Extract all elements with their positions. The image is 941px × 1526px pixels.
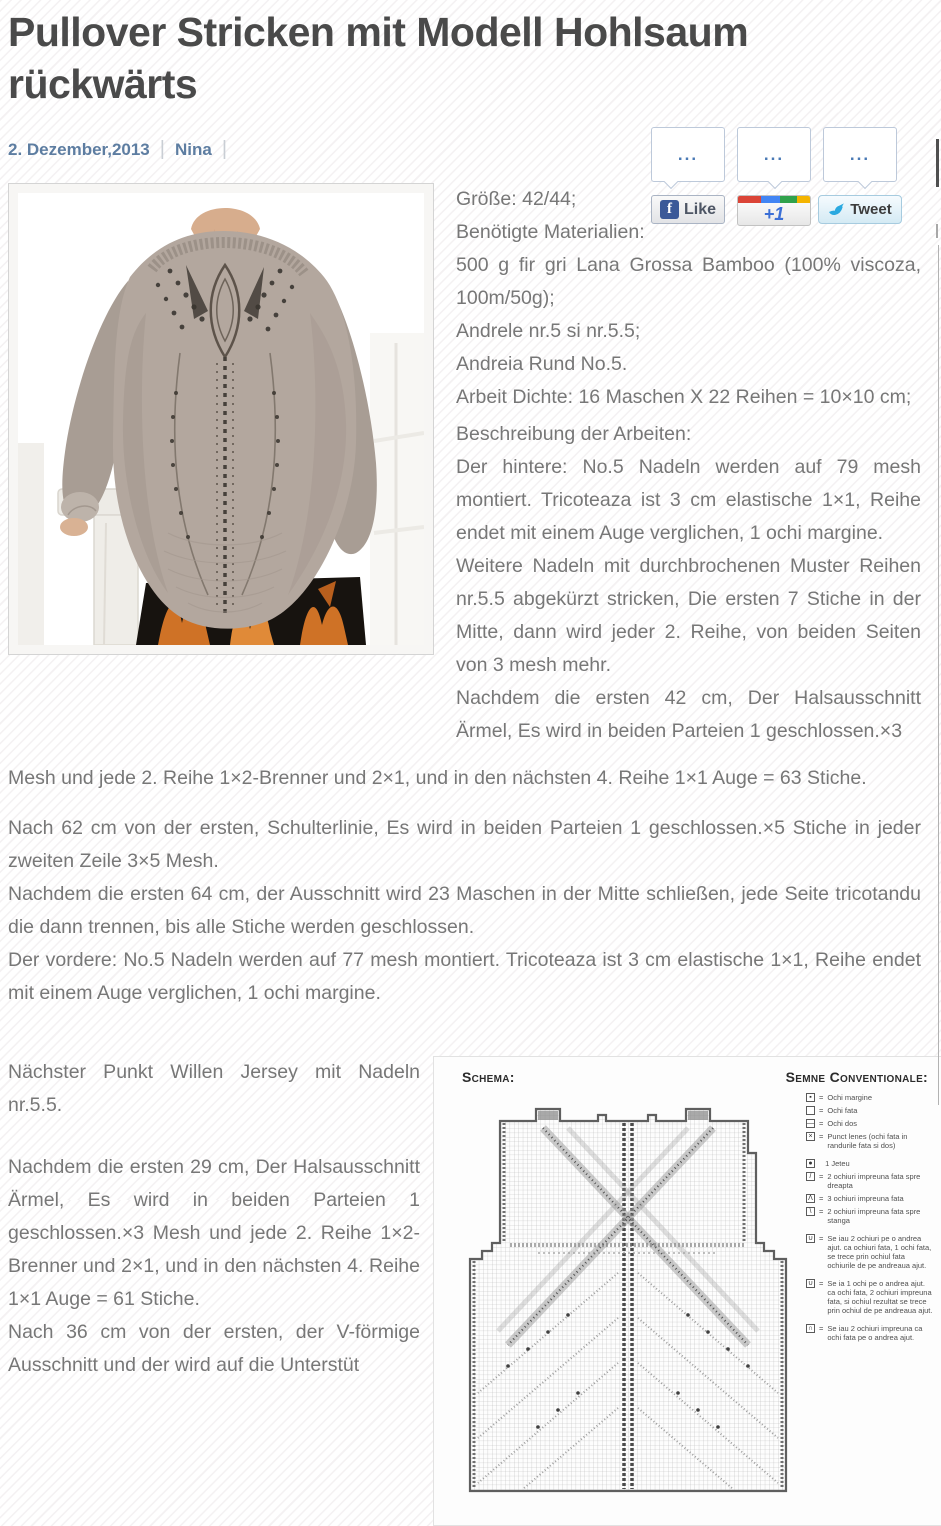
legend-item: ● 1 Jeteu [806, 1159, 934, 1168]
loading-dots: ... [849, 144, 871, 164]
paragraph: Der hintere: No.5 Nadeln werden auf 79 mesh montiert. Tricoteaza ist 3 cm elastische 1×1, Reihe endet mit einem Auge verglichen, 1 ochi margine. [456, 456, 921, 544]
legend-item: ▪ = Ochi margine [806, 1093, 934, 1102]
legend-item: / = 2 ochiuri impreuna fata spre dreapta [806, 1172, 934, 1190]
legend-item: ∪ = Se iau 2 ochiuri pe o andrea ajut. ca ochiuri fata, 1 ochi fata, se trece prin ochiul fata ochiurile de pe andreaua ajut. [807, 1234, 932, 1270]
yarn-line: 500 g fir gri Lana Grossa Bamboo (100% viscoza, 100m/50g); [456, 254, 921, 309]
googleplus-count-bubble [737, 127, 811, 182]
stitch-symbol: — [807, 1120, 814, 1127]
stitch-symbol: Λ [806, 1194, 815, 1203]
stitch-symbol: ∪ [807, 1235, 814, 1242]
meta-divider: | [221, 138, 228, 160]
like-button-label: Like [684, 200, 717, 218]
paragraph: Nächster Punkt Willen Jersey mit Nadeln nr.5.5. [8, 1061, 420, 1116]
paragraph: Der vordere: No.5 Nadeln werden auf 77 mesh montiert. Tricoteaza ist 3 cm elastische 1×1, Reihe endet mit einem Auge verglichen, 1 ochi margine. [8, 949, 921, 1004]
page-title: Pullover Stricken mit Modell Hohlsaum rückwärts [8, 9, 749, 107]
stitch-symbol: / [806, 1172, 815, 1181]
facebook-count-bubble [651, 127, 725, 182]
legend-item: ∩ = Se iau 2 ochiuri impreuna ca ochi fata pe o andrea ajut. [807, 1324, 923, 1342]
legend-item: × = Punct lenes (ochi fata in randurile fata si dos) [806, 1132, 934, 1150]
stitch-symbol: ▪ [806, 1093, 815, 1102]
post-author[interactable]: Nina [174, 139, 212, 159]
twitter-bird-icon [828, 202, 845, 217]
sidebar-edge-fragment [936, 139, 939, 187]
paragraph: Nach 62 cm von der ersten, Schulterlinie, Es wird in beiden Parteien 1 geschlossen.×5 Stiche in jeder zweiten Zeile 3×5 Mesh. [8, 817, 921, 872]
bubble-tail [858, 175, 872, 189]
needles-line: Andrele nr.5 si nr.5.5; [456, 320, 641, 342]
google-color-stripe [738, 196, 810, 203]
materials-heading: Benötigte Materialien: [456, 221, 645, 243]
schema-title: Schema: [462, 1069, 515, 1085]
plusone-button-label: +1 [763, 204, 785, 224]
stitch-symbol: \ [806, 1207, 815, 1216]
column-divider-line [938, 245, 939, 1105]
facebook-like-button[interactable] [651, 195, 725, 224]
facebook-icon: f [660, 200, 679, 219]
paragraph: Nachdem die ersten 64 cm, der Ausschnitt wird 23 Maschen in der Mitte schließen, jede Seite tricotandu die dann trennen, bis alle Stiche werden geschlossen. [8, 883, 921, 938]
paragraph: Weitere Nadeln mit durchbrochenen Muster Reihen nr.5.5 abgekürzt stricken, Die ersten 7 Stiche in der Mitte, dann wird jeder 2. Reihe, von beiden Seiten von 3 mesh mehr. [456, 555, 921, 676]
legend-item: ∪ = Se ia 1 ochi pe o andrea ajut. ca ochi fata, 2 ochiuri impreuna fata, si ochiul rezultat se trece prin ochiul de pe andreaua ajut. [807, 1279, 933, 1315]
googleplus-plusone-button[interactable] [737, 195, 811, 226]
paragraph: Nach 36 cm von der ersten, der V-förmige Ausschnitt und der wird auf die Unterstüt [8, 1321, 420, 1376]
loading-dots: ... [677, 144, 699, 164]
twitter-count-bubble [823, 127, 897, 182]
intro-column [456, 183, 933, 748]
sweater-photo-illustration [18, 193, 424, 645]
stitch-symbol: ∪ [807, 1280, 814, 1287]
circular-needle-line: Andreia Rund No.5. [456, 353, 628, 375]
legend-item: — = Ochi dos [807, 1119, 857, 1128]
body-text [8, 762, 933, 1010]
bubble-tail [664, 175, 678, 189]
size-line: Größe: 42/44; [456, 188, 577, 210]
section-heading: Beschreibung der Arbeiten: [456, 423, 692, 445]
facebook-widget [651, 127, 725, 225]
sweater-photo [8, 183, 434, 655]
paragraph: Nachdem die ersten 42 cm, Der Halsausschnitt Ärmel, Es wird in beiden Parteien 1 geschlossen.×3 [456, 687, 921, 742]
stitch-symbol [806, 1106, 815, 1115]
social-share-bar [651, 127, 899, 225]
stitch-symbol: ● [806, 1159, 815, 1168]
paragraph: Nachdem die ersten 29 cm, Der Halsausschnitt Ärmel, Es wird in beiden Parteien 1 geschlossen.×3 Mesh und jede 2. Reihe 1×2-Brenner und 2×1, und in den nächsten 4. Reihe 1×1 Auge = 61 Stiche. [8, 1156, 420, 1310]
paragraph: Mesh und jede 2. Reihe 1×2-Brenner und 2×1, und in den nächsten 4. Reihe 1×1 Auge = 63 Stiche. [8, 767, 867, 789]
twitter-tweet-button[interactable] [818, 195, 901, 224]
stitch-symbol: ∩ [807, 1325, 814, 1332]
knitting-schema-panel [433, 1056, 941, 1526]
twitter-widget [823, 127, 897, 225]
knitting-chart [448, 1093, 800, 1493]
knitting-chart-graphic [448, 1093, 800, 1493]
schema-legend [806, 1093, 934, 1493]
legend-item: = Ochi fata [806, 1106, 934, 1115]
gauge-line: Arbeit Dichte: 16 Maschen X 22 Reihen = 10×10 cm; [456, 386, 912, 408]
legend-title: Semne Conventionale: [785, 1069, 928, 1085]
googleplus-widget [737, 127, 811, 225]
stitch-symbol: × [806, 1132, 815, 1141]
front-instructions-column [8, 1056, 420, 1526]
sidebar-edge-fragment [936, 224, 938, 238]
legend-item: \ = 2 ochiuri impreuna fata spre stanga [806, 1207, 934, 1225]
meta-divider: | [159, 138, 165, 160]
loading-dots: ... [763, 144, 785, 164]
bubble-tail [768, 175, 782, 189]
legend-item: Λ = 3 ochiuri impreuna fata [806, 1194, 934, 1203]
post-date: 2. Dezember,2013 [8, 139, 150, 159]
tweet-button-label: Tweet [850, 201, 892, 218]
